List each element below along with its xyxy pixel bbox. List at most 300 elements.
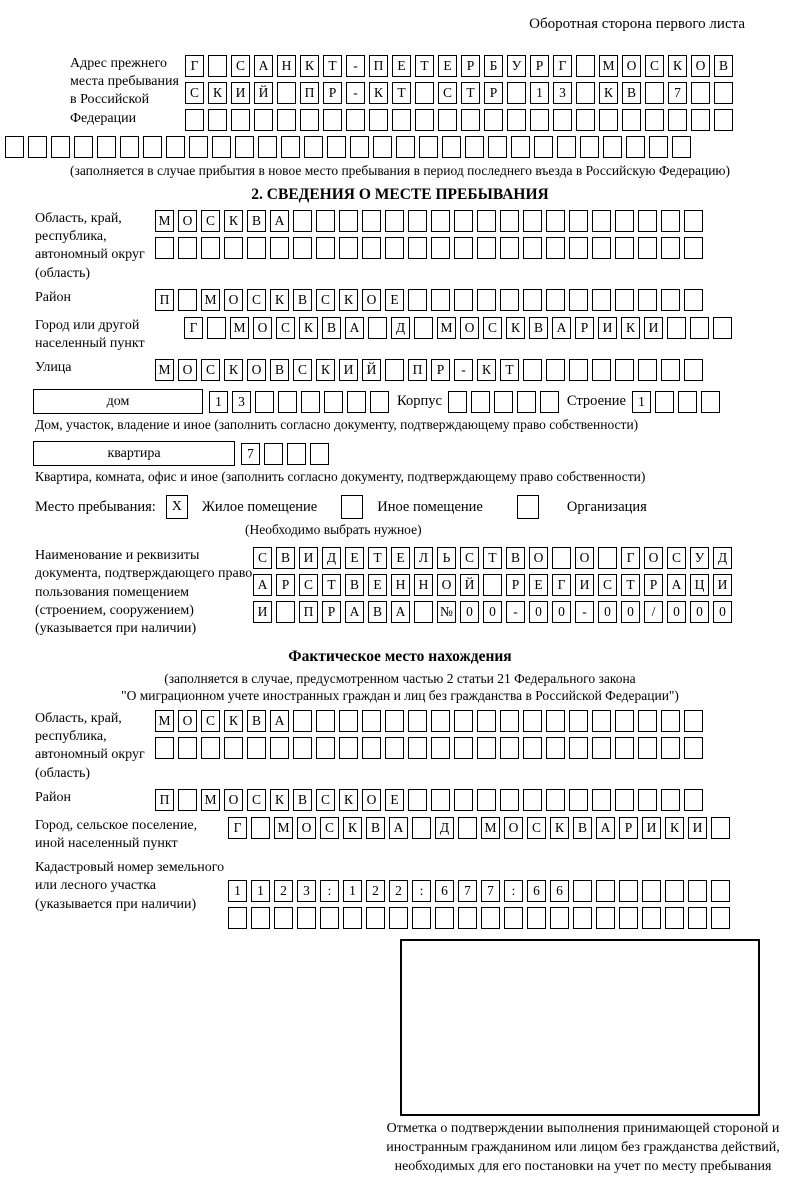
char-cell[interactable] xyxy=(323,109,342,131)
char-cell[interactable]: У xyxy=(507,55,526,77)
char-cell[interactable]: 7 xyxy=(668,82,687,104)
char-cell[interactable] xyxy=(368,317,387,339)
char-cell[interactable] xyxy=(615,737,634,759)
char-cell[interactable] xyxy=(300,109,319,131)
char-cell[interactable] xyxy=(477,737,496,759)
char-cell[interactable] xyxy=(638,737,657,759)
char-cell[interactable] xyxy=(385,359,404,381)
char-cell[interactable] xyxy=(615,710,634,732)
char-cell[interactable] xyxy=(408,737,427,759)
char-cell[interactable]: С xyxy=(201,210,220,232)
char-cell[interactable] xyxy=(362,710,381,732)
char-cell[interactable]: 2 xyxy=(389,880,408,902)
char-cell[interactable] xyxy=(178,737,197,759)
char-cell[interactable] xyxy=(431,737,450,759)
char-cell[interactable] xyxy=(274,907,293,929)
char-cell[interactable] xyxy=(408,237,427,259)
char-cell[interactable] xyxy=(645,109,664,131)
char-cell[interactable]: Ь xyxy=(437,547,456,569)
char-cell[interactable] xyxy=(573,907,592,929)
char-cell[interactable] xyxy=(28,136,47,158)
char-cell[interactable] xyxy=(661,710,680,732)
char-cell[interactable] xyxy=(278,391,297,413)
char-cell[interactable] xyxy=(414,317,433,339)
char-cell[interactable]: С xyxy=(201,359,220,381)
char-cell[interactable]: К xyxy=(599,82,618,104)
char-cell[interactable] xyxy=(483,574,502,596)
char-cell[interactable] xyxy=(494,391,513,413)
char-cell[interactable] xyxy=(645,82,664,104)
char-cell[interactable] xyxy=(301,391,320,413)
char-cell[interactable]: С xyxy=(185,82,204,104)
char-cell[interactable] xyxy=(576,55,595,77)
char-cell[interactable]: И xyxy=(339,359,358,381)
char-cell[interactable] xyxy=(362,237,381,259)
char-cell[interactable]: О xyxy=(362,789,381,811)
char-cell[interactable]: 3 xyxy=(553,82,572,104)
char-cell[interactable] xyxy=(546,289,565,311)
char-cell[interactable] xyxy=(684,737,703,759)
char-cell[interactable] xyxy=(569,237,588,259)
char-cell[interactable]: И xyxy=(598,317,617,339)
char-cell[interactable]: С xyxy=(438,82,457,104)
char-cell[interactable]: В xyxy=(368,601,387,623)
char-cell[interactable] xyxy=(362,210,381,232)
char-cell[interactable]: Й xyxy=(362,359,381,381)
char-cell[interactable] xyxy=(638,789,657,811)
char-cell[interactable] xyxy=(615,237,634,259)
char-cell[interactable]: В xyxy=(506,547,525,569)
char-cell[interactable]: 6 xyxy=(550,880,569,902)
char-cell[interactable] xyxy=(224,737,243,759)
char-cell[interactable] xyxy=(320,907,339,929)
char-cell[interactable] xyxy=(343,907,362,929)
char-cell[interactable]: Р xyxy=(431,359,450,381)
char-cell[interactable]: Г xyxy=(621,547,640,569)
char-cell[interactable]: О xyxy=(178,210,197,232)
char-cell[interactable]: Е xyxy=(392,55,411,77)
char-cell[interactable] xyxy=(573,880,592,902)
char-cell[interactable] xyxy=(596,907,615,929)
char-cell[interactable]: Н xyxy=(414,574,433,596)
char-cell[interactable] xyxy=(276,601,295,623)
char-cell[interactable] xyxy=(438,109,457,131)
char-cell[interactable] xyxy=(546,237,565,259)
char-cell[interactable] xyxy=(255,391,274,413)
char-cell[interactable] xyxy=(178,237,197,259)
char-cell[interactable] xyxy=(373,136,392,158)
char-cell[interactable] xyxy=(592,710,611,732)
char-cell[interactable] xyxy=(534,136,553,158)
char-cell[interactable] xyxy=(477,237,496,259)
char-cell[interactable] xyxy=(546,359,565,381)
char-cell[interactable]: Р xyxy=(575,317,594,339)
char-cell[interactable] xyxy=(228,907,247,929)
char-cell[interactable]: С xyxy=(231,55,250,77)
char-cell[interactable] xyxy=(297,907,316,929)
char-cell[interactable] xyxy=(500,737,519,759)
char-cell[interactable] xyxy=(592,237,611,259)
char-cell[interactable] xyxy=(530,109,549,131)
char-cell[interactable] xyxy=(97,136,116,158)
char-cell[interactable] xyxy=(523,237,542,259)
char-cell[interactable]: Е xyxy=(529,574,548,596)
char-cell[interactable] xyxy=(598,547,617,569)
char-cell[interactable]: К xyxy=(665,817,684,839)
char-cell[interactable] xyxy=(224,237,243,259)
char-cell[interactable]: И xyxy=(642,817,661,839)
char-cell[interactable] xyxy=(691,82,710,104)
char-cell[interactable]: А xyxy=(254,55,273,77)
char-cell[interactable]: К xyxy=(668,55,687,77)
char-cell[interactable] xyxy=(369,109,388,131)
char-cell[interactable]: А xyxy=(270,210,289,232)
char-cell[interactable] xyxy=(711,880,730,902)
char-cell[interactable]: А xyxy=(270,710,289,732)
char-cell[interactable]: Д xyxy=(391,317,410,339)
char-cell[interactable]: А xyxy=(391,601,410,623)
char-cell[interactable] xyxy=(408,210,427,232)
char-cell[interactable] xyxy=(370,391,389,413)
char-cell[interactable] xyxy=(178,289,197,311)
char-cell[interactable] xyxy=(178,789,197,811)
char-cell[interactable] xyxy=(592,789,611,811)
char-cell[interactable] xyxy=(212,136,231,158)
char-cell[interactable] xyxy=(500,289,519,311)
char-cell[interactable] xyxy=(155,737,174,759)
char-cell[interactable]: - xyxy=(346,82,365,104)
char-cell[interactable] xyxy=(419,136,438,158)
char-cell[interactable] xyxy=(569,737,588,759)
char-cell[interactable]: П xyxy=(369,55,388,77)
char-cell[interactable]: - xyxy=(346,55,365,77)
char-cell[interactable] xyxy=(316,237,335,259)
char-cell[interactable] xyxy=(619,907,638,929)
char-cell[interactable]: М xyxy=(155,710,174,732)
char-cell[interactable] xyxy=(414,601,433,623)
char-cell[interactable] xyxy=(327,136,346,158)
char-cell[interactable]: С xyxy=(316,789,335,811)
char-cell[interactable]: Т xyxy=(500,359,519,381)
char-cell[interactable] xyxy=(527,907,546,929)
char-cell[interactable]: И xyxy=(688,817,707,839)
char-cell[interactable]: К xyxy=(299,317,318,339)
char-cell[interactable]: Р xyxy=(644,574,663,596)
char-cell[interactable]: М xyxy=(481,817,500,839)
char-cell[interactable]: Е xyxy=(345,547,364,569)
char-cell[interactable]: Г xyxy=(552,574,571,596)
char-cell[interactable]: Т xyxy=(483,547,502,569)
char-cell[interactable] xyxy=(507,82,526,104)
char-cell[interactable]: А xyxy=(552,317,571,339)
char-cell[interactable]: В xyxy=(293,789,312,811)
char-cell[interactable] xyxy=(500,789,519,811)
char-cell[interactable]: В xyxy=(247,710,266,732)
char-cell[interactable]: С xyxy=(247,789,266,811)
char-cell[interactable]: А xyxy=(345,317,364,339)
char-cell[interactable]: К xyxy=(270,289,289,311)
char-cell[interactable]: : xyxy=(504,880,523,902)
char-cell[interactable]: Р xyxy=(619,817,638,839)
char-cell[interactable] xyxy=(396,136,415,158)
char-cell[interactable]: К xyxy=(208,82,227,104)
char-cell[interactable] xyxy=(412,817,431,839)
char-cell[interactable]: О xyxy=(253,317,272,339)
char-cell[interactable] xyxy=(714,109,733,131)
char-cell[interactable]: Д xyxy=(713,547,732,569)
char-cell[interactable] xyxy=(448,391,467,413)
char-cell[interactable] xyxy=(684,237,703,259)
char-cell[interactable]: О xyxy=(178,710,197,732)
char-cell[interactable]: О xyxy=(224,789,243,811)
char-cell[interactable] xyxy=(166,136,185,158)
char-cell[interactable] xyxy=(287,443,306,465)
char-cell[interactable] xyxy=(615,210,634,232)
char-cell[interactable] xyxy=(208,55,227,77)
char-cell[interactable] xyxy=(592,737,611,759)
char-cell[interactable] xyxy=(500,710,519,732)
char-cell[interactable] xyxy=(408,710,427,732)
char-cell[interactable]: 0 xyxy=(529,601,548,623)
char-cell[interactable] xyxy=(661,359,680,381)
char-cell[interactable] xyxy=(155,237,174,259)
char-cell[interactable] xyxy=(592,210,611,232)
char-cell[interactable] xyxy=(277,109,296,131)
char-cell[interactable] xyxy=(231,109,250,131)
char-cell[interactable] xyxy=(523,210,542,232)
char-cell[interactable] xyxy=(638,210,657,232)
char-cell[interactable]: В xyxy=(293,289,312,311)
char-cell[interactable] xyxy=(304,136,323,158)
char-cell[interactable]: 0 xyxy=(598,601,617,623)
char-cell[interactable] xyxy=(415,109,434,131)
char-cell[interactable] xyxy=(74,136,93,158)
char-cell[interactable] xyxy=(488,136,507,158)
char-cell[interactable]: О xyxy=(297,817,316,839)
char-cell[interactable] xyxy=(615,789,634,811)
char-cell[interactable] xyxy=(310,443,329,465)
char-cell[interactable]: М xyxy=(155,210,174,232)
char-cell[interactable]: К xyxy=(339,289,358,311)
char-cell[interactable]: О xyxy=(622,55,641,77)
char-cell[interactable] xyxy=(362,737,381,759)
char-cell[interactable] xyxy=(500,210,519,232)
char-cell[interactable] xyxy=(481,907,500,929)
char-cell[interactable] xyxy=(665,907,684,929)
char-cell[interactable] xyxy=(599,109,618,131)
char-cell[interactable] xyxy=(385,710,404,732)
char-cell[interactable]: Г xyxy=(553,55,572,77)
stay-type-checkbox-organization[interactable] xyxy=(517,495,539,519)
char-cell[interactable] xyxy=(546,210,565,232)
char-cell[interactable]: С xyxy=(247,289,266,311)
char-cell[interactable] xyxy=(435,907,454,929)
char-cell[interactable]: В xyxy=(622,82,641,104)
char-cell[interactable]: 0 xyxy=(621,601,640,623)
char-cell[interactable]: М xyxy=(599,55,618,77)
char-cell[interactable] xyxy=(346,109,365,131)
char-cell[interactable]: 0 xyxy=(690,601,709,623)
char-cell[interactable]: 3 xyxy=(297,880,316,902)
char-cell[interactable] xyxy=(454,289,473,311)
char-cell[interactable] xyxy=(642,907,661,929)
char-cell[interactable]: П xyxy=(155,289,174,311)
char-cell[interactable] xyxy=(247,237,266,259)
char-cell[interactable] xyxy=(235,136,254,158)
char-cell[interactable]: 1 xyxy=(343,880,362,902)
char-cell[interactable]: Т xyxy=(323,55,342,77)
char-cell[interactable] xyxy=(339,737,358,759)
char-cell[interactable] xyxy=(672,136,691,158)
char-cell[interactable]: И xyxy=(231,82,250,104)
char-cell[interactable] xyxy=(507,109,526,131)
char-cell[interactable] xyxy=(622,109,641,131)
char-cell[interactable] xyxy=(546,737,565,759)
char-cell[interactable]: : xyxy=(320,880,339,902)
char-cell[interactable] xyxy=(392,109,411,131)
char-cell[interactable]: В xyxy=(573,817,592,839)
char-cell[interactable]: В xyxy=(322,317,341,339)
char-cell[interactable] xyxy=(454,789,473,811)
char-cell[interactable] xyxy=(458,907,477,929)
char-cell[interactable]: С xyxy=(460,547,479,569)
char-cell[interactable] xyxy=(471,391,490,413)
char-cell[interactable] xyxy=(553,109,572,131)
char-cell[interactable] xyxy=(120,136,139,158)
char-cell[interactable]: И xyxy=(253,601,272,623)
char-cell[interactable] xyxy=(711,907,730,929)
char-cell[interactable]: М xyxy=(155,359,174,381)
char-cell[interactable] xyxy=(293,710,312,732)
char-cell[interactable]: В xyxy=(276,547,295,569)
char-cell[interactable]: Т xyxy=(415,55,434,77)
char-cell[interactable]: А xyxy=(345,601,364,623)
char-cell[interactable]: К xyxy=(224,210,243,232)
char-cell[interactable]: Й xyxy=(460,574,479,596)
char-cell[interactable]: А xyxy=(667,574,686,596)
char-cell[interactable] xyxy=(649,136,668,158)
char-cell[interactable] xyxy=(714,82,733,104)
char-cell[interactable] xyxy=(431,289,450,311)
char-cell[interactable]: Р xyxy=(484,82,503,104)
char-cell[interactable] xyxy=(431,210,450,232)
char-cell[interactable]: А xyxy=(389,817,408,839)
char-cell[interactable]: К xyxy=(477,359,496,381)
char-cell[interactable] xyxy=(678,391,697,413)
char-cell[interactable]: К xyxy=(369,82,388,104)
char-cell[interactable]: : xyxy=(412,880,431,902)
char-cell[interactable] xyxy=(552,547,571,569)
char-cell[interactable] xyxy=(638,237,657,259)
char-cell[interactable] xyxy=(665,880,684,902)
char-cell[interactable] xyxy=(431,789,450,811)
char-cell[interactable]: Е xyxy=(438,55,457,77)
char-cell[interactable]: В xyxy=(714,55,733,77)
char-cell[interactable]: С xyxy=(201,710,220,732)
char-cell[interactable] xyxy=(385,237,404,259)
char-cell[interactable] xyxy=(569,359,588,381)
char-cell[interactable]: У xyxy=(690,547,709,569)
char-cell[interactable] xyxy=(642,880,661,902)
char-cell[interactable] xyxy=(143,136,162,158)
char-cell[interactable]: О xyxy=(247,359,266,381)
char-cell[interactable] xyxy=(688,880,707,902)
char-cell[interactable] xyxy=(688,907,707,929)
char-cell[interactable] xyxy=(580,136,599,158)
char-cell[interactable]: С xyxy=(316,289,335,311)
char-cell[interactable] xyxy=(504,907,523,929)
char-cell[interactable] xyxy=(603,136,622,158)
char-cell[interactable]: О xyxy=(460,317,479,339)
char-cell[interactable] xyxy=(592,289,611,311)
char-cell[interactable] xyxy=(465,136,484,158)
char-cell[interactable]: К xyxy=(621,317,640,339)
char-cell[interactable]: М xyxy=(201,289,220,311)
char-cell[interactable] xyxy=(208,109,227,131)
char-cell[interactable]: М xyxy=(274,817,293,839)
char-cell[interactable]: О xyxy=(529,547,548,569)
char-cell[interactable]: Ц xyxy=(690,574,709,596)
char-cell[interactable] xyxy=(661,289,680,311)
char-cell[interactable]: Й xyxy=(254,82,273,104)
char-cell[interactable] xyxy=(389,907,408,929)
char-cell[interactable]: 0 xyxy=(483,601,502,623)
char-cell[interactable] xyxy=(691,109,710,131)
char-cell[interactable] xyxy=(546,789,565,811)
char-cell[interactable] xyxy=(201,737,220,759)
char-cell[interactable] xyxy=(661,789,680,811)
char-cell[interactable] xyxy=(684,789,703,811)
char-cell[interactable] xyxy=(477,210,496,232)
char-cell[interactable]: 2 xyxy=(274,880,293,902)
char-cell[interactable] xyxy=(270,737,289,759)
char-cell[interactable]: С xyxy=(276,317,295,339)
char-cell[interactable] xyxy=(511,136,530,158)
char-cell[interactable] xyxy=(667,317,686,339)
char-cell[interactable] xyxy=(339,237,358,259)
char-cell[interactable] xyxy=(523,289,542,311)
char-cell[interactable]: Т xyxy=(461,82,480,104)
char-cell[interactable] xyxy=(347,391,366,413)
char-cell[interactable]: К xyxy=(316,359,335,381)
char-cell[interactable] xyxy=(668,109,687,131)
char-cell[interactable] xyxy=(523,737,542,759)
char-cell[interactable] xyxy=(655,391,674,413)
char-cell[interactable] xyxy=(711,817,730,839)
char-cell[interactable] xyxy=(461,109,480,131)
char-cell[interactable] xyxy=(412,907,431,929)
char-cell[interactable] xyxy=(247,737,266,759)
char-cell[interactable] xyxy=(661,210,680,232)
char-cell[interactable]: С xyxy=(667,547,686,569)
char-cell[interactable] xyxy=(293,237,312,259)
char-cell[interactable] xyxy=(293,210,312,232)
char-cell[interactable] xyxy=(431,710,450,732)
char-cell[interactable] xyxy=(626,136,645,158)
char-cell[interactable]: 1 xyxy=(228,880,247,902)
char-cell[interactable] xyxy=(713,317,732,339)
char-cell[interactable]: № xyxy=(437,601,456,623)
char-cell[interactable] xyxy=(281,136,300,158)
char-cell[interactable]: И xyxy=(713,574,732,596)
char-cell[interactable] xyxy=(638,289,657,311)
char-cell[interactable]: С xyxy=(645,55,664,77)
stay-type-checkbox-residential[interactable]: X xyxy=(166,495,188,519)
char-cell[interactable] xyxy=(293,737,312,759)
char-cell[interactable] xyxy=(484,109,503,131)
char-cell[interactable]: С xyxy=(320,817,339,839)
char-cell[interactable]: К xyxy=(224,710,243,732)
